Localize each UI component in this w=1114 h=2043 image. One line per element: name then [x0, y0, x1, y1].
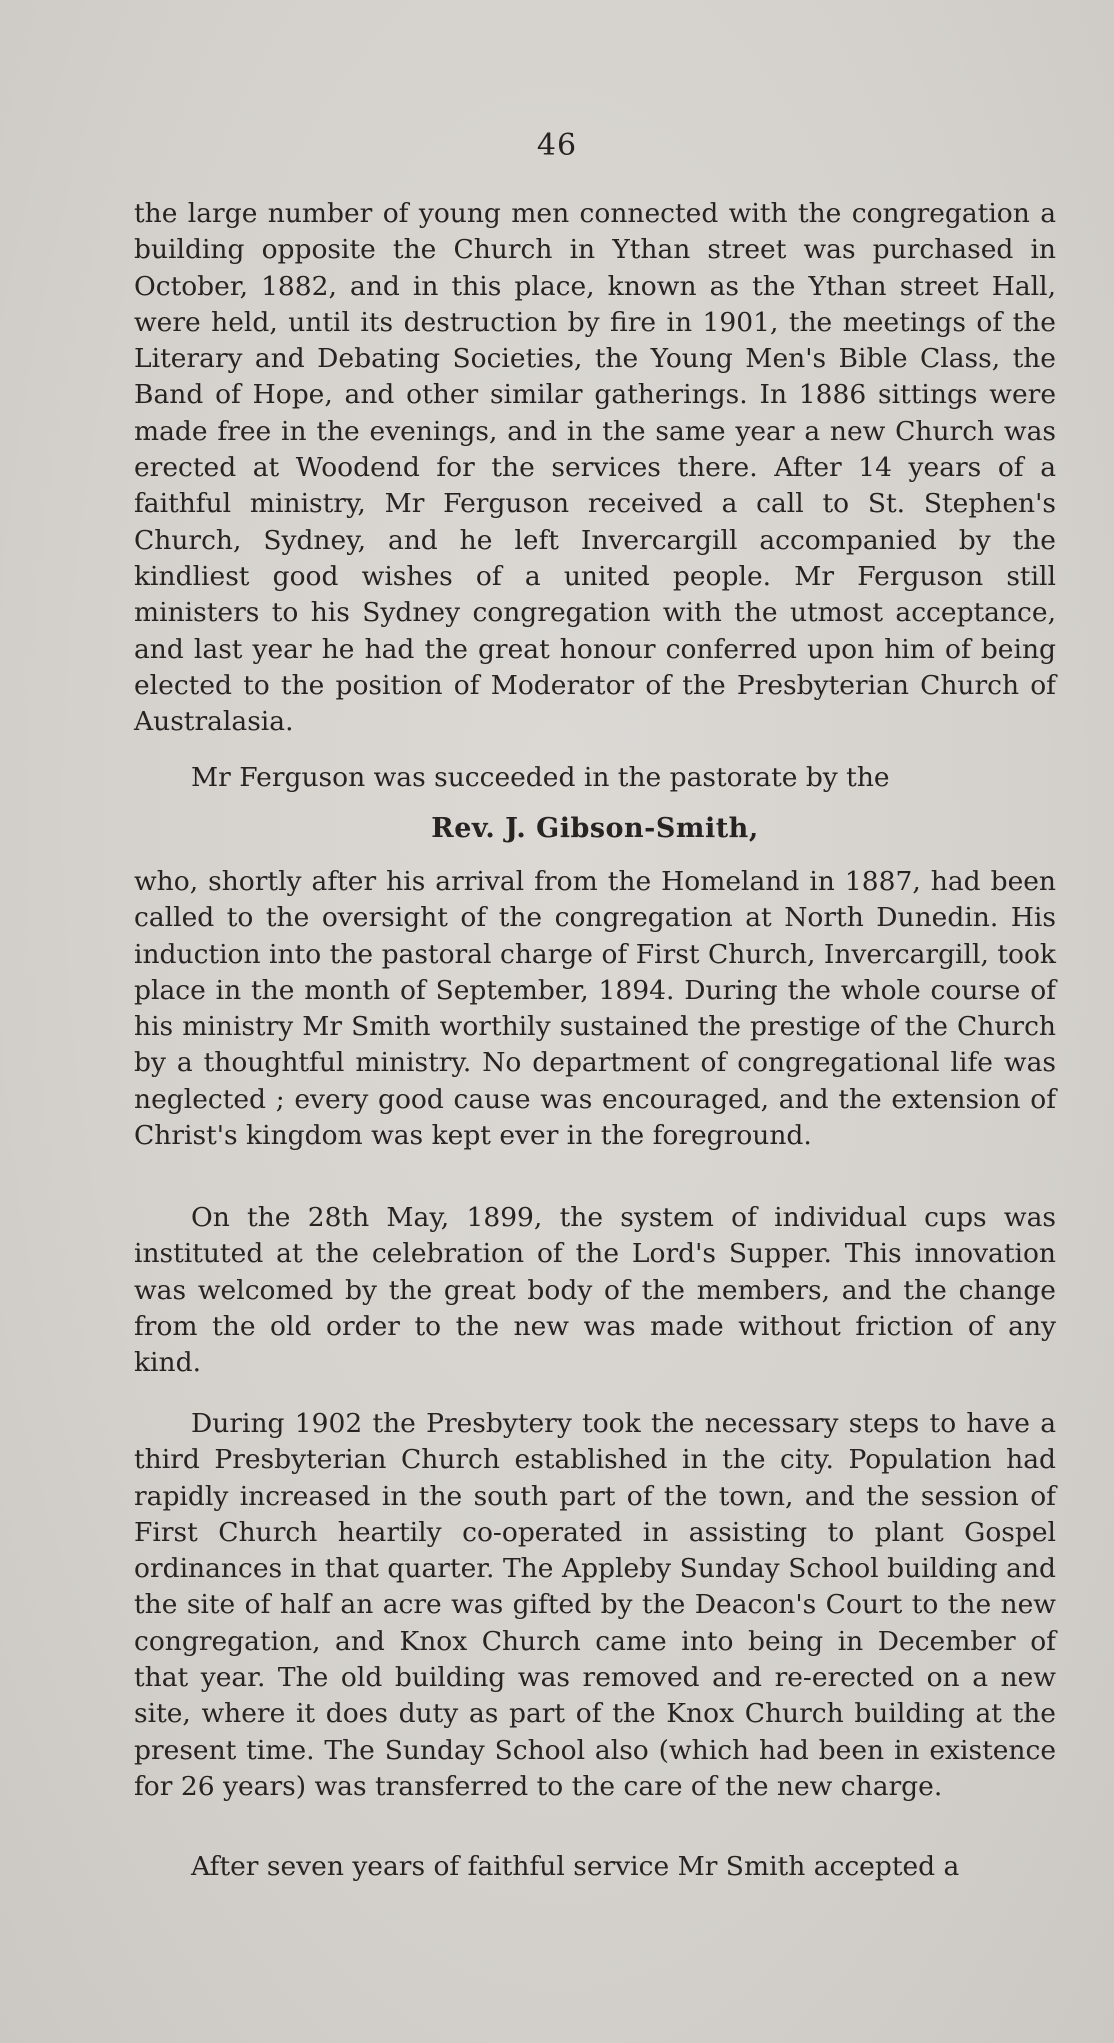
paragraph-individual-cups: On the 28th May, 1899, the system of individual cups was instituted at the celebration of the Lord's Supper. This innovation was welcomed by the great body of the members, and the change from the old order to the new was made without friction of any kind. [134, 1202, 1056, 1379]
paragraph-succession: Mr Ferguson was succeeded in the pastorate by the [191, 762, 890, 793]
section-heading: Rev. J. Gibson-Smith, [431, 813, 759, 844]
paragraph-gibson-smith: who, shortly after his arrival from the Homeland in 1887, had been called to the oversight of the congregation at North Dunedin. His induction into the pastoral charge of First Church, Invercargill, took place in the month of September, 1894. During the whole course of his ministry Mr Smith worthily sustained the prestige of the Church by a thoughtful ministry. No department of congregational life was neglected ; every good cause was encouraged, and the extension of Christ's kingdom was kept ever in the foreground. [134, 866, 1056, 1152]
paragraph-continuation: the large number of young men connected with the congregation a building opposite the Church in Ythan street was purchased in October, 1882, and in this place, known as the Ythan street Hall, were held, until its destruction by fire in 1901, the meetings of the Literary and Debating Societies, the Young Men's Bible Class, the Band of Hope, and other similar gatherings. In 1886 sittings were made free in the evenings, and in the same year a new Church was erected at Woodend for the services there. After 14 years of a faithful ministry, Mr Ferguson received a call to St. Stephen's Church, Sydney, and he left Invercargill accompanied by the kindliest good wishes of a united people. Mr Ferguson still ministers to his Sydney congregation with the utmost acceptance, and last year he had the great honour conferred upon him of being elected to the position of Moderator of the Presbyterian Church of Australasia. [134, 198, 1056, 738]
page-number: 46 [536, 128, 578, 163]
paragraph-knox-church: During 1902 the Presbytery took the necessary steps to have a third Presbyterian Church established in the city. Population had rapidly increased in the south part of the town, and the session of First Church heartily co-operated in assisting to plant Gospel ordinances in that quarter. The Appleby Sunday School building and the site of half an acre was gifted by the Deacon's Court to the new congregation, and Knox Church came into being in December of that year. The old building was removed and re-erected on a new site, where it does duty as part of the Knox Church building at the present time. The Sunday School also (which had been in existence for 26 years) was transferred to the care of the new charge. [134, 1408, 1056, 1802]
paragraph-closing: After seven years of faithful service Mr Smith accepted a [191, 1851, 960, 1882]
